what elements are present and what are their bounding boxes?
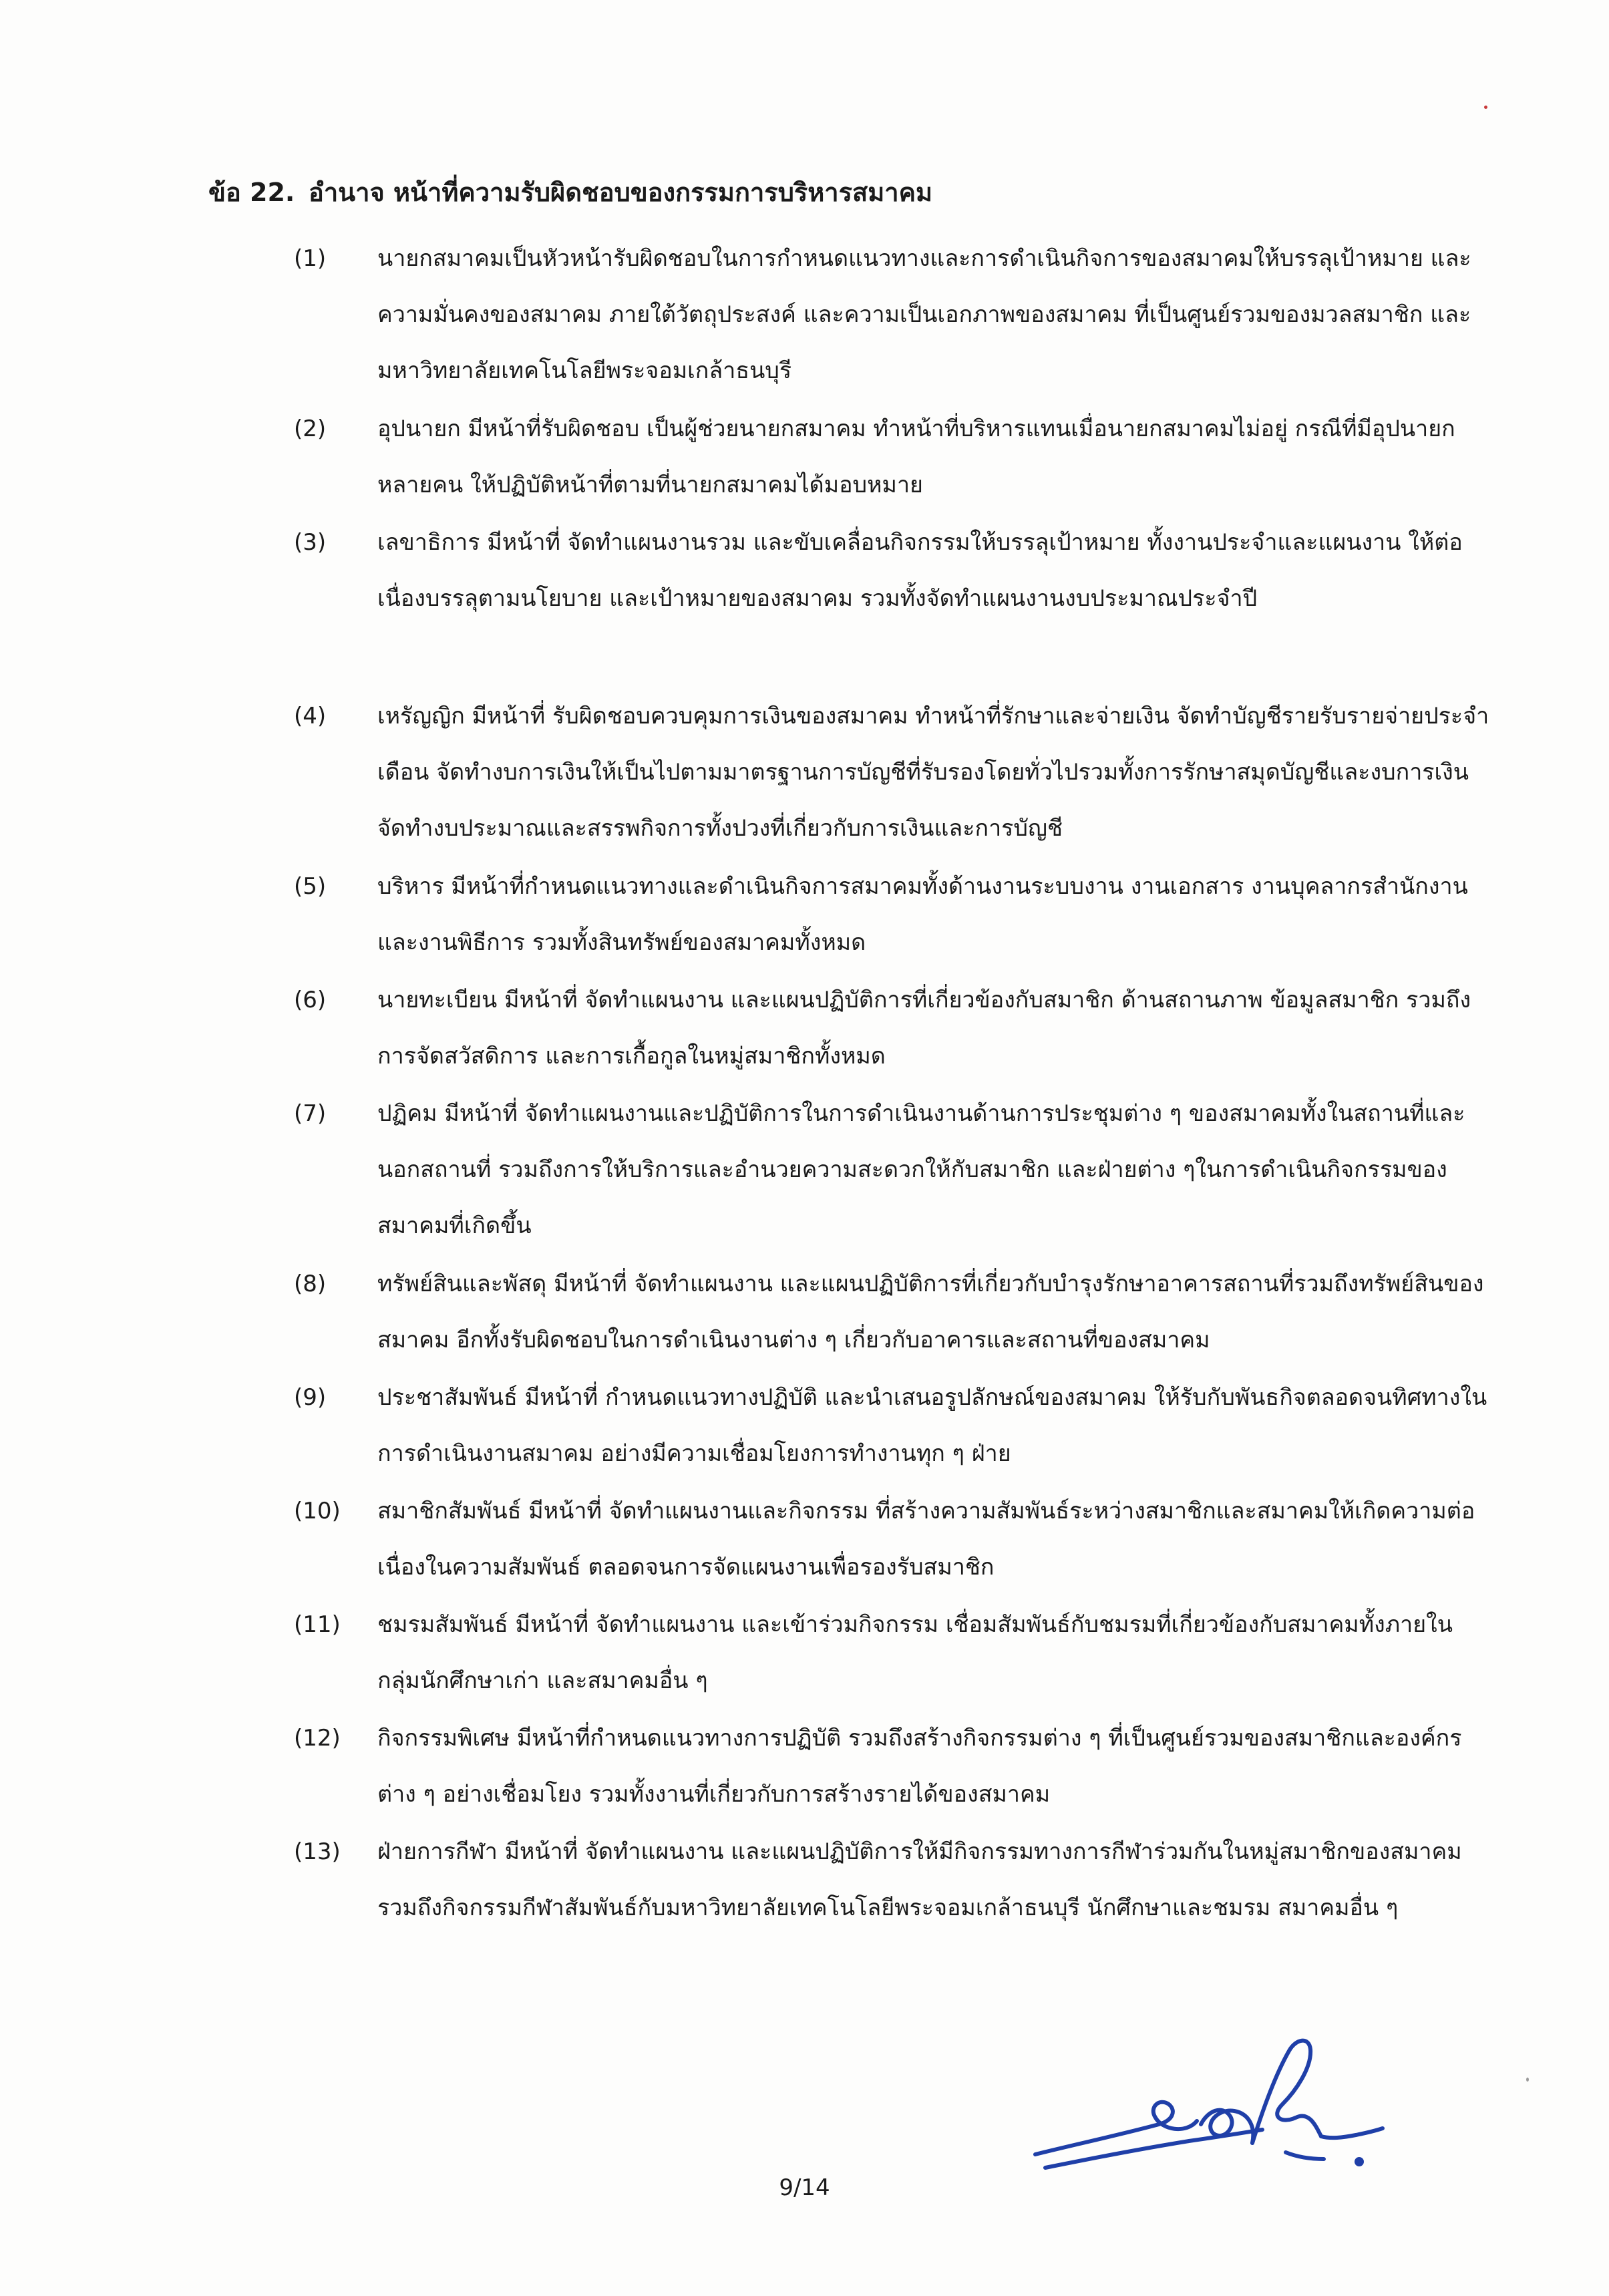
item-text: ประชาสัมพันธ์ มีหน้าที่ กำหนดแนวทางปฏิบัติ และนำเสนอรูปลักษณ์ของสมาคม ให้รับกับพันธกิจตลอดจนทิศทางในการดำเนินงานสมาคม อย่างมีความเชื่อมโยงการทำงานทุก ๆ ฝ่าย: [377, 1384, 1487, 1467]
item-label: (13): [294, 1838, 341, 1865]
item-text: สมาชิกสัมพันธ์ มีหน้าที่ จัดทำแผนงานและกิจกรรม ที่สร้างความสัมพันธ์ระหว่างสมาชิกและสมาคมให้เกิดความต่อเนื่องในความสัมพันธ์ ตลอดจนการจัดแผนงานเพื่อรองรับสมาชิก: [377, 1498, 1475, 1581]
item-label: (7): [294, 1100, 327, 1127]
item-label: (12): [294, 1725, 341, 1752]
item-label: (11): [294, 1611, 341, 1638]
item-label: (2): [294, 416, 327, 442]
signature: [1022, 2011, 1396, 2191]
signature-stroke: [1252, 2041, 1321, 2143]
signature-dot: [1355, 2157, 1364, 2166]
item-text: ฝ่ายการกีฬา มีหน้าที่ จัดทำแผนงาน และแผนปฏิบัติการให้มีกิจกรรมทางการกีฬาร่วมกันในหมู่สมาชิกของสมาคม รวมถึงกิจกรรมกีฬาสัมพันธ์กับมหาวิทยาลัยเทคโนโลยีพระจอมเกล้าธนบุรี นักศึกษาและชมรม สมาคมอื่น ๆ: [377, 1838, 1462, 1921]
item-label: (3): [294, 529, 327, 556]
item-text: อุปนายก มีหน้าที่รับผิดชอบ เป็นผู้ช่วยนายกสมาคม ทำหน้าที่บริหารแทนเมื่อนายกสมาคมไม่อยู่ กรณีที่มีอุปนายกหลายคน ให้ปฏิบัติหน้าที่ตามที่นายกสมาคมได้มอบหมาย: [377, 416, 1455, 498]
section-number: ข้อ 22.: [208, 178, 295, 207]
item-label: (1): [294, 245, 327, 272]
item-text: กิจกรรมพิเศษ มีหน้าที่กำหนดแนวทางการปฏิบัติ รวมถึงสร้างกิจกรรมต่าง ๆ ที่เป็นศูนย์รวมของสมาชิกและองค์กรต่าง ๆ อย่างเชื่อมโยง รวมทั้งงานที่เกี่ยวกับการสร้างรายได้ของสมาคม: [377, 1725, 1462, 1808]
item-label: (8): [294, 1271, 327, 1297]
item-text: เหรัญญิก มีหน้าที่ รับผิดชอบควบคุมการเงินของสมาคม ทำหน้าที่รักษาและจ่ายเงิน จัดทำบัญชีรายรับรายจ่ายประจำเดือน จัดทำงบการเงินให้เป็นไปตามมาตรฐานการบัญชีที่รับรองโดยทั่วไปรวมทั้งการรักษาสมุดบัญชีและงบการเงิน จัดทำงบประมาณและสรรพกิจการทั้งปวงที่เกี่ยวกับการเงินและการบัญชี: [377, 703, 1489, 842]
item-label: (5): [294, 873, 327, 900]
page-number: 9/14: [779, 2174, 830, 2201]
item-label: (9): [294, 1384, 327, 1411]
item-label: (10): [294, 1498, 341, 1524]
item-text: เลขาธิการ มีหน้าที่ จัดทำแผนงานรวม และขับเคลื่อนกิจกรรมให้บรรลุเป้าหมาย ทั้งงานประจำและแผนงาน ให้ต่อเนื่องบรรลุตามนโยบาย และเป้าหมายของสมาคม รวมทั้งจัดทำแผนงานงบประมาณประจำปี: [377, 529, 1463, 612]
signature-stroke: [1286, 2152, 1324, 2159]
section-title: อำนาจ หน้าที่ความรับผิดชอบของกรรมการบริหารสมาคม: [309, 178, 933, 207]
section-heading: [208, 172, 932, 212]
item-text: ปฏิคม มีหน้าที่ จัดทำแผนงานและปฏิบัติการในการดำเนินงานด้านการประชุมต่าง ๆ ของสมาคมทั้งในสถานที่และนอกสถานที่ รวมถึงการให้บริการและอำนวยความสะดวกให้กับสมาชิก และฝ่ายต่าง ๆในการดำเนินกิจกรรมของสมาคมที่เกิดขึ้น: [377, 1100, 1465, 1239]
signature-stroke: [1321, 2128, 1383, 2138]
signature-stroke: [1045, 2130, 1262, 2168]
scan-speck: [1484, 106, 1487, 109]
item-label: (6): [294, 987, 327, 1013]
scan-speck: [1526, 2078, 1529, 2082]
item-label: (4): [294, 703, 327, 729]
signature-stroke: [1035, 2102, 1197, 2154]
item-text: นายกสมาคมเป็นหัวหน้ารับผิดชอบในการกำหนดแนวทางและการดำเนินกิจการของสมาคมให้บรรลุเป้าหมาย และความมั่นคงของสมาคม ภายใต้วัตถุประสงค์ และความเป็นเอกภาพของสมาคม ที่เป็นศูนย์รวมของมวลสมาชิก และมหาวิทยาลัยเทคโนโลยีพระจอมเกล้าธนบุรี: [377, 245, 1471, 384]
item-text: บริหาร มีหน้าที่กำหนดแนวทางและดำเนินกิจการสมาคมทั้งด้านงานระบบงาน งานเอกสาร งานบุคลากรสำนักงาน และงานพิธีการ รวมทั้งสินทรัพย์ของสมาคมทั้งหมด: [377, 873, 1468, 956]
item-text: นายทะเบียน มีหน้าที่ จัดทำแผนงาน และแผนปฏิบัติการที่เกี่ยวข้องกับสมาชิก ด้านสถานภาพ ข้อมูลสมาชิก รวมถึงการจัดสวัสดิการ และการเกื้อกูลในหมู่สมาชิกทั้งหมด: [377, 987, 1471, 1070]
item-text: ทรัพย์สินและพัสดุ มีหน้าที่ จัดทำแผนงาน และแผนปฏิบัติการที่เกี่ยวกับบำรุงรักษาอาคารสถานที่รวมถึงทรัพย์สินของสมาคม อีกทั้งรับผิดชอบในการดำเนินงานต่าง ๆ เกี่ยวกับอาคารและสถานที่ของสมาคม: [377, 1271, 1484, 1353]
item-text: ชมรมสัมพันธ์ มีหน้าที่ จัดทำแผนงาน และเข้าร่วมกิจกรรม เชื่อมสัมพันธ์กับชมรมที่เกี่ยวข้องกับสมาคมทั้งภายในกลุ่มนักศึกษาเก่า และสมาคมอื่น ๆ: [377, 1611, 1453, 1694]
